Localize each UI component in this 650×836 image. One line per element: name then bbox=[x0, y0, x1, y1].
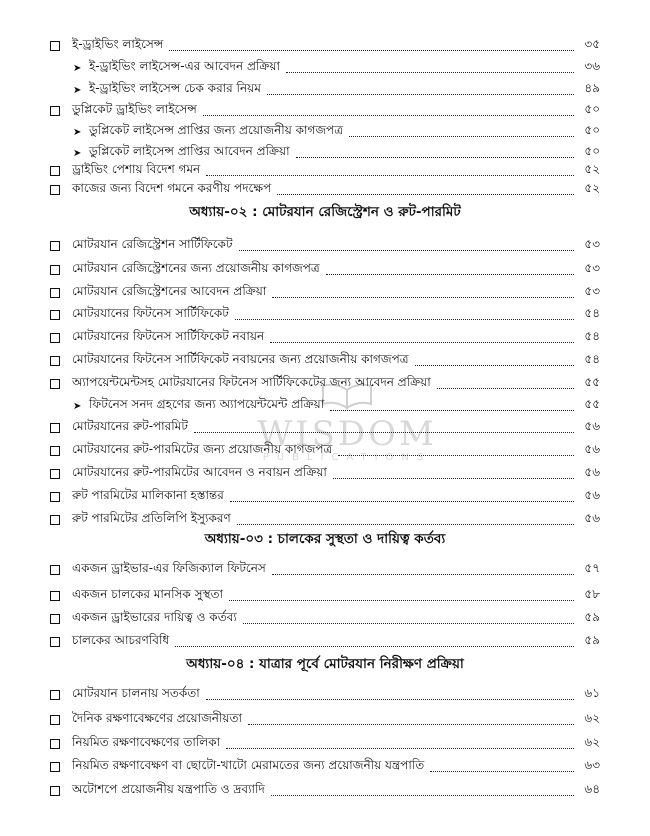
toc-entry bbox=[50, 560, 600, 580]
dot-leader bbox=[277, 194, 574, 195]
dot-leader bbox=[272, 297, 574, 298]
toc-entry-title: ই-ড্রাইভিং লাইসেন্স bbox=[72, 37, 164, 51]
checkbox-icon bbox=[50, 423, 60, 433]
toc-entry bbox=[50, 441, 600, 461]
arrow-bullet-icon: ➤ bbox=[73, 84, 82, 96]
toc-entry bbox=[50, 305, 600, 325]
toc-entry bbox=[50, 734, 600, 754]
toc-entry-title: দৈনিক রক্ষণাবেক্ষণের প্রয়োজনীয়তা bbox=[72, 711, 242, 725]
toc-entry bbox=[50, 464, 600, 484]
toc-entry-title: ড্রাইভিং পেশায় বিদেশ গমন bbox=[72, 162, 201, 176]
toc-entry-page: ৫০ bbox=[584, 144, 600, 158]
checkbox-icon bbox=[50, 469, 60, 479]
toc-entry bbox=[73, 58, 600, 78]
checkbox-icon bbox=[50, 356, 60, 366]
toc-entry-page: ৩৫ bbox=[584, 37, 600, 51]
toc-entry bbox=[50, 487, 600, 507]
dot-leader bbox=[430, 771, 574, 772]
checkbox-icon bbox=[50, 379, 60, 389]
watermark-sub: PUBLICATIONS bbox=[262, 452, 432, 463]
checkbox-icon bbox=[50, 166, 60, 176]
dot-leader bbox=[235, 319, 574, 320]
checkbox-icon bbox=[50, 786, 60, 796]
toc-entry-page: ৬২ bbox=[584, 711, 600, 725]
toc-entry-title: মোটরযান চালনায় সতর্কতা bbox=[72, 686, 200, 700]
watermark-main: WISDOM bbox=[257, 414, 437, 454]
toc-entry-title: মোটরযানের রুট-পারমিটের আবেদন ও নবায়ন প্রক্রিয়া bbox=[72, 465, 327, 479]
toc-entry bbox=[50, 36, 600, 56]
toc-entry bbox=[50, 328, 600, 348]
toc-entry-page: ৪৯ bbox=[584, 81, 600, 95]
toc-entry-title: একজন ড্রাইভার-এর ফিজিক্যাল ফিটনেস bbox=[72, 561, 266, 575]
dot-leader bbox=[239, 250, 575, 251]
toc-entry bbox=[50, 586, 600, 606]
dot-leader bbox=[272, 574, 574, 575]
toc-entry-title: মোটরযানের ফিটনেস সার্টিফিকেট bbox=[72, 306, 229, 320]
toc-entry-title: নিয়মিত রক্ষণাবেক্ষণের তালিকা bbox=[72, 735, 221, 749]
toc-entry bbox=[50, 781, 600, 801]
dot-leader bbox=[286, 72, 574, 73]
toc-entry-page: ৫৬ bbox=[584, 511, 600, 525]
checkbox-icon bbox=[50, 515, 60, 525]
toc-entry-title: অ্যাপয়েন্টমেন্টসহ মোটরযানের ফিটনেস সার্টিফিকেটের জন্য আবেদন প্রক্রিয়া bbox=[72, 375, 431, 389]
toc-entry-title: ডুপ্লিকেট লাইসেন্স প্রাপ্তির জন্য প্রয়োজনীয় কাগজপত্র bbox=[89, 123, 344, 137]
checkbox-icon bbox=[50, 739, 60, 749]
toc-entry-page: ৩৬ bbox=[584, 59, 600, 73]
dot-leader bbox=[169, 50, 574, 51]
toc-entry bbox=[50, 161, 600, 181]
toc-entry-page: ৫৬ bbox=[584, 488, 600, 502]
toc-entry bbox=[50, 418, 600, 438]
toc-entry bbox=[73, 396, 600, 416]
dot-leader bbox=[271, 795, 574, 796]
dot-leader bbox=[206, 699, 574, 700]
toc-entry-page: ৫৪ bbox=[584, 329, 600, 343]
checkbox-icon bbox=[50, 492, 60, 502]
arrow-bullet-icon: ➤ bbox=[73, 400, 82, 412]
dot-leader bbox=[270, 342, 574, 343]
checkbox-icon bbox=[50, 41, 60, 51]
checkbox-icon bbox=[50, 690, 60, 700]
toc-entry-title: কাজের জন্য বিদেশ গমনে করণীয় পদক্ষেপ bbox=[72, 181, 272, 195]
toc-entry-page: ৫০ bbox=[584, 123, 600, 137]
checkbox-icon bbox=[50, 637, 60, 647]
toc-entry-page: ৫৬ bbox=[584, 419, 600, 433]
toc-entry-page: ৫২ bbox=[584, 181, 600, 195]
dot-leader bbox=[296, 157, 574, 158]
toc-entry bbox=[50, 283, 600, 303]
dot-leader bbox=[349, 136, 574, 137]
toc-entry-page: ৬১ bbox=[584, 686, 600, 700]
dot-leader bbox=[226, 748, 574, 749]
arrow-bullet-icon: ➤ bbox=[73, 147, 82, 159]
toc-entry bbox=[73, 80, 600, 100]
dot-leader bbox=[326, 274, 574, 275]
toc-entry-page: ৫৮ bbox=[584, 587, 600, 601]
toc-entry-title: মোটরযান রেজিস্ট্রেশন সার্টিফিকেট bbox=[72, 237, 233, 251]
toc-entry bbox=[50, 685, 600, 705]
dot-leader bbox=[237, 524, 574, 525]
toc-entry-page: ৫৬ bbox=[584, 442, 600, 456]
dot-leader bbox=[175, 646, 574, 647]
toc-entry-page: ৫৩ bbox=[584, 284, 600, 298]
dot-leader bbox=[229, 600, 574, 601]
arrow-bullet-icon: ➤ bbox=[73, 126, 82, 138]
toc-entry-title: একজন ড্রাইভারের দায়িত্ব ও কর্তব্য bbox=[72, 610, 237, 624]
toc-entry-title: ফিটনেস সনদ গ্রহণের জন্য অ্যাপয়েন্টমেন্ট প্রক্রিয়া bbox=[89, 397, 325, 411]
toc-entry-title: রুট পারমিটের মালিকানা হস্তান্তর bbox=[72, 488, 224, 502]
checkbox-icon bbox=[50, 333, 60, 343]
toc-entry bbox=[50, 609, 600, 629]
toc-entry bbox=[50, 351, 600, 371]
dot-leader bbox=[437, 388, 574, 389]
toc-entry-title: ডুপ্লিকেট লাইসেন্স প্রাপ্তির আবেদন প্রক্রিয়া bbox=[89, 144, 290, 158]
toc-entry bbox=[73, 122, 600, 142]
toc-entry-page: ৫৪ bbox=[584, 306, 600, 320]
toc-entry-page: ৫৯ bbox=[584, 633, 600, 647]
checkbox-icon bbox=[50, 288, 60, 298]
dot-leader bbox=[333, 478, 574, 479]
toc-entry bbox=[73, 143, 600, 163]
checkbox-icon bbox=[50, 106, 60, 116]
toc-entry-title: ডুপ্লিকেট ড্রাইভিং লাইসেন্স bbox=[72, 102, 197, 116]
section-heading: অধ্যায়-০৩ : চালকের সুস্থতা ও দায়িত্ব কর্তব্য bbox=[204, 531, 446, 547]
dot-leader bbox=[243, 623, 574, 624]
toc-entry-page: ৫৭ bbox=[584, 561, 600, 575]
dot-leader bbox=[330, 410, 574, 411]
toc-entry bbox=[50, 757, 600, 777]
toc-entry-title: মোটরযানের ফিটনেস সার্টিফিকেট নবায়ন bbox=[72, 329, 265, 343]
toc-entry-title: মোটরযান রেজিস্ট্রেশনের আবেদন প্রক্রিয়া bbox=[72, 284, 267, 298]
checkbox-icon bbox=[50, 715, 60, 725]
dot-leader bbox=[230, 501, 574, 502]
toc-entry-title: নিয়মিত রক্ষণাবেক্ষণ বা ছোটো-খাটো মেরামতের জন্য প্রয়োজনীয় যন্ত্রপাতি bbox=[72, 758, 425, 772]
toc-entry-page: ৫৬ bbox=[584, 465, 600, 479]
checkbox-icon bbox=[50, 591, 60, 601]
checkbox-icon bbox=[50, 310, 60, 320]
toc-entry-page: ৬৩ bbox=[584, 758, 600, 772]
toc-entry bbox=[50, 260, 600, 280]
toc-entry-page: ৫৩ bbox=[584, 237, 600, 251]
toc-entry-page: ৫২ bbox=[584, 162, 600, 176]
checkbox-icon bbox=[50, 762, 60, 772]
toc-entry-page: ৫৫ bbox=[584, 375, 600, 389]
toc-entry-title: একজন চালকের মানসিক সুস্থতা bbox=[72, 587, 223, 601]
toc-entry-page: ৫৪ bbox=[584, 352, 600, 366]
toc-entry-title: মোটরযানের রুট-পারমিটের জন্য প্রয়োজনীয় কাগজপত্র bbox=[72, 442, 333, 456]
toc-entry-title: রুট পারমিটের প্রতিলিপি ইস্যুকরণ bbox=[72, 511, 231, 525]
dot-leader bbox=[206, 175, 574, 176]
toc-entry-title: ই-ড্রাইভিং লাইসেন্স-এর আবেদন প্রক্রিয়া bbox=[89, 59, 280, 73]
section-heading: অধ্যায়-০২ : মোটরযান রেজিস্ট্রেশন ও রুট-পারমিট bbox=[189, 204, 461, 220]
toc-entry-page: ৬২ bbox=[584, 735, 600, 749]
toc-entry-title: মোটরযান রেজিস্ট্রেশনের জন্য প্রয়োজনীয় কাগজপত্র bbox=[72, 261, 320, 275]
toc-entry-title: চালকের আচরণবিধি bbox=[72, 633, 170, 647]
toc-entry bbox=[50, 101, 600, 121]
dot-leader bbox=[338, 455, 574, 456]
toc-entry-page: ৫৫ bbox=[584, 397, 600, 411]
dot-leader bbox=[415, 365, 574, 366]
toc-entry-title: ই-ড্রাইভিং লাইসেন্স চেক করার নিয়ম bbox=[89, 81, 261, 95]
toc-entry bbox=[50, 374, 600, 394]
checkbox-icon bbox=[50, 614, 60, 624]
section-heading: অধ্যায়-০৪ : যাত্রার পূর্বে মোটরযান নিরীক্ষণ প্রক্রিয়া bbox=[186, 656, 464, 672]
checkbox-icon bbox=[50, 185, 60, 195]
checkbox-icon bbox=[50, 565, 60, 575]
toc-entry bbox=[50, 632, 600, 652]
toc-entry-page: ৫৯ bbox=[584, 610, 600, 624]
dot-leader bbox=[203, 115, 574, 116]
toc-entry-title: অটোশপে প্রয়োজনীয় যন্ত্রপাতি ও দ্রব্যাদি bbox=[72, 782, 265, 796]
toc-entry bbox=[50, 236, 600, 256]
checkbox-icon bbox=[50, 446, 60, 456]
toc-entry-title: মোটরযানের ফিটনেস সার্টিফিকেট নবায়নের জন্য প্রয়োজনীয় কাগজপত্র bbox=[72, 352, 409, 366]
dot-leader bbox=[248, 724, 574, 725]
toc-entry bbox=[50, 710, 600, 730]
checkbox-icon bbox=[50, 241, 60, 251]
arrow-bullet-icon: ➤ bbox=[73, 62, 82, 74]
toc-entry-page: ৬৪ bbox=[584, 782, 600, 796]
dot-leader bbox=[267, 94, 574, 95]
toc-entry-title: মোটরযানের রুট-পারমিট bbox=[72, 419, 188, 433]
toc-entry bbox=[50, 180, 600, 200]
toc-entry bbox=[50, 510, 600, 530]
toc-entry-page: ৫৩ bbox=[584, 261, 600, 275]
checkbox-icon bbox=[50, 265, 60, 275]
toc-entry-page: ৫০ bbox=[584, 102, 600, 116]
dot-leader bbox=[194, 432, 574, 433]
